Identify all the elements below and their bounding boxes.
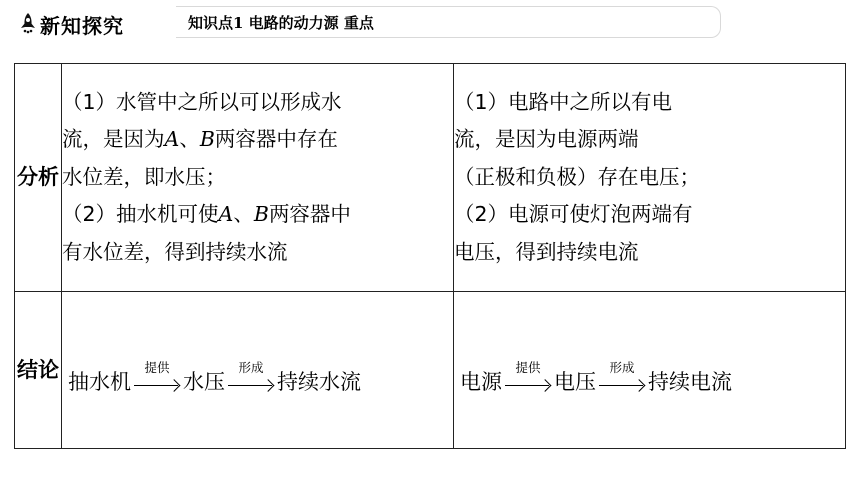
- text-line: （2）抽水机可使A、B两容器中: [62, 202, 351, 227]
- arrow-icon: 形成: [599, 361, 645, 392]
- circuit-analysis-cell: [454, 64, 846, 292]
- text-line: 电压，得到持续电流: [454, 239, 639, 264]
- text-line: （正极和负极）存在电压；: [454, 164, 700, 189]
- flow-term: 抽水机: [68, 370, 131, 394]
- flow-term: 水压: [183, 370, 225, 394]
- text-line: （2）电源可使灯泡两端有: [454, 202, 693, 227]
- flow-term: 电压: [554, 370, 596, 394]
- text-line: 流，是因为A、B两容器中存在: [62, 127, 338, 152]
- circuit-conclusion-cell: [454, 291, 846, 448]
- comparison-table: [14, 63, 846, 449]
- section-title: 新知探究: [40, 14, 124, 38]
- text-line: （1）电路中之所以有电: [454, 89, 673, 114]
- conclusion-row: [15, 291, 846, 448]
- rocket-icon: [18, 12, 38, 34]
- flow-term: 电源: [460, 370, 502, 394]
- text-line: 流，是因为电源两端: [454, 127, 639, 152]
- text-line: 水位差，即水压；: [62, 164, 226, 189]
- section-header: [18, 6, 722, 38]
- flow-term: 持续电流: [648, 370, 732, 394]
- water-conclusion-cell: [62, 291, 454, 448]
- water-analysis-cell: [62, 64, 454, 292]
- conclusion-label: 结论: [15, 291, 62, 448]
- arrow-icon: 提供: [134, 361, 180, 392]
- circuit-flow-chain: [454, 292, 845, 448]
- arrow-icon: 形成: [228, 361, 274, 392]
- text-line: （1）水管中之所以可以形成水: [62, 89, 342, 114]
- arrow-icon: 提供: [505, 361, 551, 392]
- water-flow-chain: [62, 292, 453, 448]
- topic-banner: [176, 6, 721, 38]
- flow-term: 持续水流: [277, 370, 361, 394]
- topic-title: 知识点1 电路的动力源 重点: [188, 14, 374, 32]
- analysis-label: 分析: [15, 64, 62, 292]
- text-line: 有水位差，得到持续水流: [62, 239, 288, 264]
- analysis-row: [15, 64, 846, 292]
